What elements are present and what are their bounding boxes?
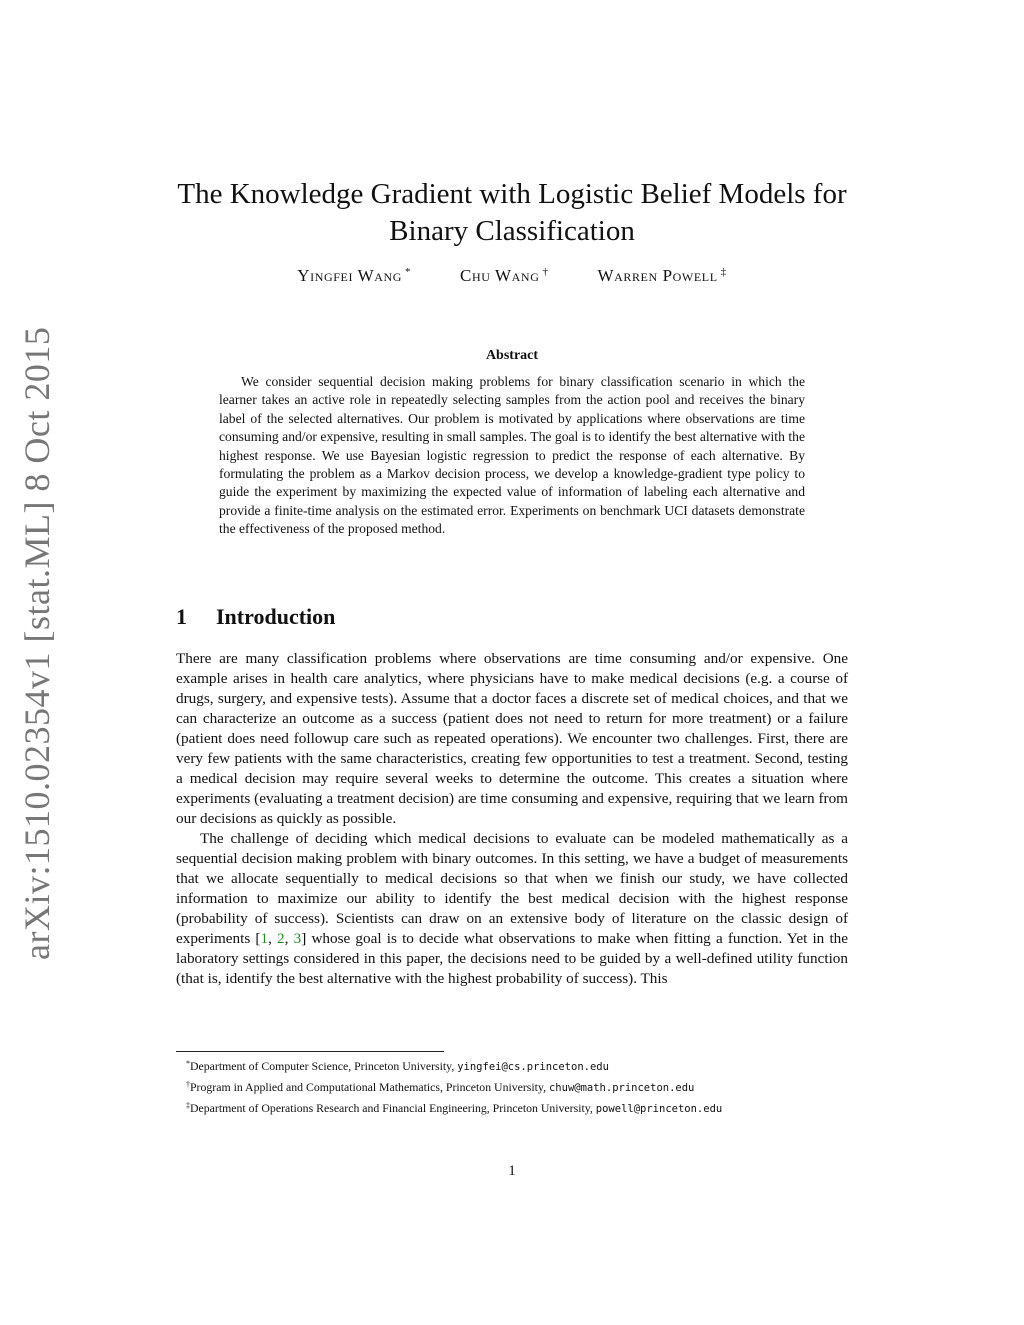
- section-body: [176, 649, 848, 989]
- footnote-email[interactable]: powell@princeton.edu: [595, 1103, 723, 1115]
- footnote-text: Department of Computer Science, Princeton University,: [190, 1059, 458, 1073]
- author-list: [150, 266, 874, 286]
- citation-link-1[interactable]: 1: [260, 930, 269, 947]
- abstract-heading: Abstract: [485, 348, 539, 363]
- citation-link-3[interactable]: 3: [293, 930, 302, 947]
- author-1: [297, 266, 411, 286]
- section-title: Introduction: [216, 604, 336, 629]
- paragraph-text: The challenge of deciding which medical decisions to evaluate can be modeled mathematically as a sequential decision making problem with binary outcomes. In this setting, we have a budget of measurements that we allocate sequentially to medical decisions so that when we finish our study, we have collected information to maximize our ability to identify the best medical decision with the highest response (probability of success). Scientists can draw on an extensive body of literature on the classic design of experiments [: [176, 830, 848, 947]
- abstract-text: We consider sequential decision making problems for binary classification scenario in which the learner takes an active role in repeatedly selecting samples from the action pool and receives the binary label of the selected alternatives. Our problem is motivated by applications where observations are time consuming and/or expensive, resulting in small samples. The goal is to identify the best alternative with the highest response. We use Bayesian logistic regression to predict the response of each alternative. By formulating the problem as a Markov decision process, we develop a knowledge-gradient type policy to guide the experiment by maximizing the expected value of information of labeling each alternative and provide a finite-time analysis on the estimated error. Experiments on benchmark UCI datasets demonstrate the effectiveness of the proposed method.: [219, 374, 805, 537]
- footnote-divider: [176, 1051, 444, 1052]
- footnote-email[interactable]: yingfei@cs.princeton.edu: [457, 1061, 609, 1073]
- citation-separator: ,: [268, 930, 278, 947]
- author-name: Chu Wang: [460, 266, 540, 285]
- paragraph: [176, 829, 848, 989]
- page-number: 1: [508, 1163, 516, 1179]
- author-mark: ‡: [720, 266, 727, 278]
- citation-separator: ,: [284, 930, 294, 947]
- footnote-mark: *: [186, 1059, 190, 1068]
- footnote-mark: ‡: [186, 1101, 190, 1110]
- footnote-text: Department of Operations Research and Financial Engineering, Princeton University,: [190, 1101, 596, 1115]
- paper-title: The Knowledge Gradient with Logistic Belief Models for Binary Classification: [177, 178, 847, 247]
- footnotes: [176, 1055, 848, 1118]
- author-2: [460, 266, 549, 286]
- footnote-2: [176, 1076, 848, 1097]
- section-number: 1: [176, 604, 187, 629]
- footnote-text: Program in Applied and Computational Mathematics, Princeton University,: [190, 1080, 549, 1094]
- citation-link-2[interactable]: 2: [277, 930, 285, 947]
- footnote-email[interactable]: chuw@math.princeton.edu: [548, 1082, 695, 1094]
- author-mark: *: [405, 266, 412, 278]
- footnote-mark: †: [186, 1080, 190, 1089]
- author-mark: †: [542, 266, 549, 278]
- arxiv-identifier-stamp: arXiv:1510.02354v1 [stat.ML] 8 Oct 2015: [17, 326, 57, 960]
- paragraph-text: ] whose goal is to decide what observations to make when fitting a function. Yet in the laboratory settings considered in this paper, the decisions need to be guided by a well-defined utility function (that is, identify the best alternative with the highest probability of success). This: [176, 930, 849, 987]
- section-heading: [176, 604, 335, 630]
- paragraph: There are many classification problems where observations are time consuming and/or expensive. One example arises in health care analytics, where physicians have to make medical decisions (e.g. a course of drugs, surgery, and expensive tests). Assume that a doctor faces a discrete set of medical choices, and that we can characterize an outcome as a success (patient does not need to return for more treatment) or a failure (patient does need followup care such as repeated operations). We encounter two challenges. First, there are very few patients with the same characteristics, creating few opportunities to test a treatment. Second, testing a medical decision may require several weeks to determine the outcome. This creates a situation where experiments (evaluating a treatment decision) are time consuming and expensive, requiring that we learn from our decisions as quickly as possible.: [176, 650, 848, 827]
- author-name: Yingfei Wang: [297, 266, 403, 285]
- footnote-3: [176, 1097, 848, 1118]
- author-name: Warren Powell: [597, 266, 718, 285]
- footnote-1: [176, 1055, 848, 1076]
- author-3: [597, 266, 726, 286]
